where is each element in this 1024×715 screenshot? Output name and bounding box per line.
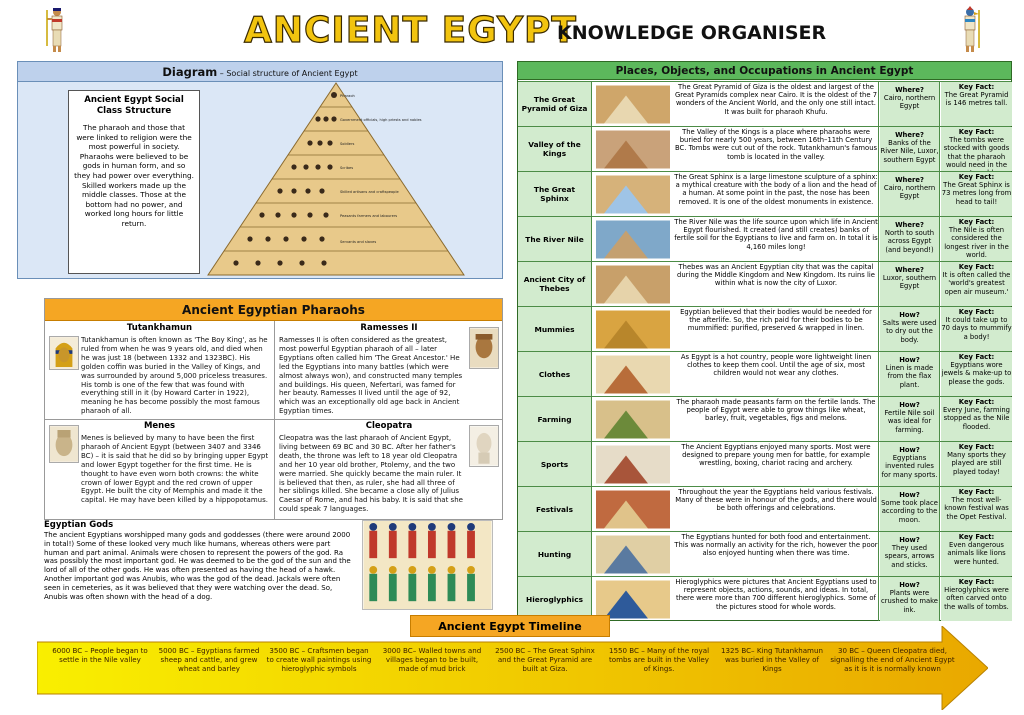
place-description: Egyptian believed that their bodies would be needed for the afterlife. So, the rich paid for their bodies to be mummified: purified, preserved & wrapped in linen. xyxy=(674,307,879,351)
place-question: Where? xyxy=(895,266,924,274)
place-where xyxy=(880,487,940,531)
place-where xyxy=(880,127,940,171)
place-answer: Cairo, northern Egypt xyxy=(883,184,936,201)
place-description: The Valley of the Kings is a place where pharaohs were buried for nearly 500 years, between 16th–11th Century BC. Tombs were cut out of the rock. Tutankhamun's famous tomb is located in the valley. xyxy=(674,127,879,171)
key-fact-text: Hieroglyphics were often carved onto the walls of tombs. xyxy=(944,586,1009,611)
social-structure-text: The pharaoh and those that were linked to religion were the most powerful in society. Pharaohs were believed to be gods in human form, and so they had power over everything. Skilled workers made up the middle classes. Those at the bottom had no power, and worked long hours for little return. xyxy=(74,123,194,228)
pyramid-label: Skilled artisans and craftspeople xyxy=(340,190,399,194)
places-panel xyxy=(517,61,1012,621)
timeline-event: 3000 BC– Walled towns and villages began to be built, made of mud brick xyxy=(382,646,482,673)
places-row xyxy=(518,306,1011,351)
place-question: How? xyxy=(899,356,920,364)
place-description: Hieroglyphics were pictures that Ancient Egyptians used to represent objects, actions, sounds, and ideas. In total, there were more than 700 different hieroglyphics. Some of the pictures stood for whole words. xyxy=(674,577,879,621)
place-key-fact xyxy=(941,82,1012,126)
place-description: Thebes was an Ancient Egyptian city that was the capital during the Middle Kingdom and New Kingdom. Its ruins lie within what is now the city of Luxor. xyxy=(674,262,879,306)
place-name: Mummies xyxy=(518,307,592,351)
key-fact-label: Key Fact: xyxy=(958,398,995,406)
place-description: The River Nile was the life source upon which life in Ancient Egypt flourished. It created (and still creates) banks of fertile soil for the Egyptians to live and farm on. In total it is 4,160 miles long! xyxy=(674,217,879,261)
gods-text: The ancient Egyptians worshipped many gods and goddesses (there were around 2000 in total!) Some of these looked very much like humans, whereas others were part human and part animal. Animals were chosen to represent the powers of the god. Ra was possibly the most important god. He was deemed to be the god of the sun and the lord of all of the other gods. He was often presented as having the head of a hawk. Another important god was Anubis, who was the god of the dead. Jackals were often seen in cemeteries, as it was believed that they were watching over the dead. So, Anubis was often shown with the head of a dog. xyxy=(44,531,351,601)
pharaoh-ramesses xyxy=(277,323,501,418)
place-where xyxy=(880,262,940,306)
timeline-heading: Ancient Egypt Timeline xyxy=(410,615,610,637)
places-row xyxy=(518,486,1011,531)
pharaohs-heading: Ancient Egyptian Pharaohs xyxy=(45,299,502,321)
place-name: The Great Pyramid of Giza xyxy=(518,82,592,126)
social-structure-title: Ancient Egypt Social Class Structure xyxy=(84,95,184,116)
social-structure-box xyxy=(68,90,200,274)
timeline-event: 30 BC – Queen Cleopatra died, signalling the end of Ancient Egypt as it is it is normally known xyxy=(830,646,955,673)
place-answer: Plants were crushed to make ink. xyxy=(881,589,938,614)
farming-photo-icon xyxy=(596,400,670,439)
key-fact-text: The Great Pyramid is 146 metres tall. xyxy=(944,91,1009,108)
hunting-photo-icon xyxy=(596,535,670,574)
place-where xyxy=(880,172,940,216)
pyramid-label: Pharaoh xyxy=(340,94,355,98)
egyptian-gods-icon xyxy=(362,520,493,610)
place-answer: They used spears, arrows and sticks. xyxy=(884,544,935,569)
places-row xyxy=(518,261,1011,306)
place-where xyxy=(880,397,940,441)
key-fact-text: It could take up to 70 days to mummify a body! xyxy=(941,316,1012,341)
key-fact-label: Key Fact: xyxy=(958,353,995,361)
place-name: Valley of the Kings xyxy=(518,127,592,171)
places-row xyxy=(518,171,1011,216)
place-question: How? xyxy=(899,581,920,589)
key-fact-text: Every June, farming stopped as the Nile flooded. xyxy=(943,406,1010,431)
key-fact-text: Many sports they played are still played today! xyxy=(947,451,1006,476)
place-description: As Egypt is a hot country, people wore lightweight linen clothes to keep them cool. Until the age of six, most children would not wear any clothes. xyxy=(674,352,879,396)
place-answer: Cairo, northern Egypt xyxy=(883,94,936,111)
place-answer: Banks of the River Nile, Luxor, southern Egypt xyxy=(880,139,939,164)
cleopatra-bust-icon xyxy=(469,425,499,467)
thebes-photo-icon xyxy=(596,265,670,304)
sports-photo-icon xyxy=(596,445,670,484)
pyramid-photo-icon xyxy=(596,85,670,124)
pharaoh-text: Tutankhamun is often known as 'The Boy King', as he ruled from when he was 9 years old, and died when he was just 18 (between 1332 and 1323BC). His golden coffin was buried in the Valley of Kings, and was surrounded by around 5,000 priceless treasures. His tomb is one of the few that was found with everything still in it (by Howard Carter in 1922), meaning he has become possibly the most famous pharaoh of all. xyxy=(81,336,268,416)
place-name: The Great Sphinx xyxy=(518,172,592,216)
pyramid-label: Government officials, high priests and nobles xyxy=(340,118,422,122)
place-name: Farming xyxy=(518,397,592,441)
key-fact-label: Key Fact: xyxy=(958,218,995,226)
place-description: The Great Pyramid of Giza is the oldest and largest of the Great Pyramids complex near Cairo. It is the oldest of the 7 wonders of the Ancient World, and the only one still intact. It was built for pharaoh Khufu. xyxy=(674,82,879,126)
pyramid-label: Soldiers xyxy=(340,142,355,146)
timeline-event: 1325 BC– King Tutankhamun was buried in the Valley of Kings xyxy=(721,646,823,673)
pyramid-label: Servants and slaves xyxy=(340,240,377,244)
menes-statue-icon xyxy=(49,425,79,463)
place-question: Where? xyxy=(895,131,924,139)
pharaoh-text: Cleopatra was the last pharaoh of Ancient Egypt, living between 69 BC and 30 BC. After her father's death, the throne was left to 18 year old Cleopatra and her 10 year old brother, Ptolemy, and the two were married. She quickly became the main ruler. It is believed that then, as ruler, she had all three of her siblings killed. She became a close ally of Julius Caesar of Rome, and had his baby. It is said that she could speak 7 languages. xyxy=(279,434,463,514)
valley-photo-icon xyxy=(596,130,670,169)
places-heading: Places, Objects, and Occupations in Ancient Egypt xyxy=(518,62,1011,80)
place-name: Hunting xyxy=(518,532,592,576)
key-fact-text: Egyptians wore jewels & make-up to please the gods. xyxy=(941,361,1012,386)
timeline-event: 6000 BC – People began to settle in the Nile valley xyxy=(52,646,148,664)
page-subtitle: KNOWLEDGE ORGANISER xyxy=(557,22,827,44)
place-answer: Salts were used to dry out the body. xyxy=(882,319,937,344)
pharaoh-name: Menes xyxy=(143,421,176,431)
key-fact-text: The tombs were stocked with goods that the pharaoh would need in the xyxy=(943,136,1010,169)
place-key-fact xyxy=(941,352,1012,396)
header xyxy=(0,0,1024,56)
timeline-event: 5000 BC – Egyptians farmed sheep and cattle, and grew wheat and barley xyxy=(158,646,260,673)
egyptian-figure-icon xyxy=(44,6,70,54)
key-fact-label: Key Fact: xyxy=(958,308,995,316)
pharaoh-text: Ramesses II is often considered as the greatest, most powerful Egyptian pharaoh of all – later Egyptians often called him 'The Great Ancestor.' He led the Egyptians into many battles (which were almost always won), and constructed many temples and buildings. His queen, Nefertari, was famed for her beauty. Ramesses II lived until the age of 92, which was an exceptionally old age back in Ancient Egyptian times. xyxy=(279,336,463,416)
place-question: Where? xyxy=(895,221,924,229)
place-name: The River Nile xyxy=(518,217,592,261)
pharaoh-tutankhamun xyxy=(47,323,272,418)
key-fact-label: Key Fact: xyxy=(958,578,995,586)
pharaoh-name: Tutankhamun xyxy=(126,323,193,333)
places-row xyxy=(518,126,1011,171)
place-where xyxy=(880,82,940,126)
places-row xyxy=(518,351,1011,396)
place-answer: Luxor, southern Egypt xyxy=(882,274,937,291)
place-question: How? xyxy=(899,311,920,319)
nile-photo-icon xyxy=(596,220,670,259)
places-row xyxy=(518,81,1011,126)
place-key-fact xyxy=(941,127,1012,171)
key-fact-label: Key Fact: xyxy=(958,533,995,541)
timeline-event: 1550 BC – Many of the royal tombs are built in the Valley of Kings. xyxy=(608,646,710,673)
horus-figure-icon xyxy=(957,6,983,54)
place-question: Where? xyxy=(895,86,924,94)
key-fact-label: Key Fact: xyxy=(958,173,995,181)
key-fact-text: The Nile is often considered the longest river in the world. xyxy=(944,226,1009,259)
key-fact-text: Even dangerous animals like lions were hunted. xyxy=(947,541,1006,566)
place-answer: Egyptians invented rules for many sports. xyxy=(881,454,938,479)
ramesses-statue-icon xyxy=(469,327,499,369)
social-pyramid-diagram xyxy=(206,81,466,277)
pyramid-label: Peasants farmers and labourers xyxy=(340,214,398,218)
place-key-fact xyxy=(941,577,1012,621)
sphinx-photo-icon xyxy=(596,175,670,214)
pharaoh-name: Ramesses II xyxy=(360,323,418,333)
pharaoh-name: Cleopatra xyxy=(365,421,413,431)
key-fact-text: The Great Sphinx is 73 metres long from head to tail! xyxy=(941,181,1012,206)
place-answer: Fertile Nile soil was ideal for farming. xyxy=(884,409,935,434)
place-key-fact xyxy=(941,532,1012,576)
place-question: Where? xyxy=(895,176,924,184)
places-row xyxy=(518,441,1011,486)
hieroglyphics-photo-icon xyxy=(596,580,670,619)
place-description: The pharaoh made peasants farm on the fertile lands. The people of Egypt were able to grow things like wheat, barley, fruit, vegetables, figs and melons. xyxy=(674,397,879,441)
place-description: The Great Sphinx is a large limestone sculpture of a sphinx: a mythical creature with the body of a lion and the head of a human. At some point in the past, the nose has been removed. It is one of the oldest monuments in existence. xyxy=(674,172,879,216)
diagram-heading-sub: – Social structure of Ancient Egypt xyxy=(217,69,358,78)
place-where xyxy=(880,352,940,396)
place-where xyxy=(880,577,940,621)
place-key-fact xyxy=(941,262,1012,306)
diagram-heading xyxy=(18,62,502,82)
place-key-fact xyxy=(941,487,1012,531)
place-description: Throughout the year the Egyptians held various festivals. Many of these were in honour of the gods, and there would be both offerings and celebrations. xyxy=(674,487,879,531)
key-fact-text: It is often called the 'world's greatest open air museum.' xyxy=(942,271,1011,296)
timeline-event: 2500 BC – The Great Sphinx and the Great Pyramid are built at Giza. xyxy=(495,646,595,673)
pyramid-label: Scribes xyxy=(340,166,354,170)
places-row xyxy=(518,396,1011,441)
place-key-fact xyxy=(941,307,1012,351)
pharaoh-cleopatra xyxy=(277,421,501,517)
place-name: Ancient City of Thebes xyxy=(518,262,592,306)
tutankhamun-mask-icon xyxy=(49,336,79,370)
timeline-event: 3500 BC – Craftsmen began to create wall paintings using hieroglyphic symbols xyxy=(266,646,372,673)
pharaoh-divider xyxy=(274,321,275,519)
place-name: Hieroglyphics xyxy=(518,577,592,621)
place-answer: Some took place according to the moon. xyxy=(881,499,938,524)
place-where xyxy=(880,442,940,486)
place-key-fact xyxy=(941,172,1012,216)
place-name: Festivals xyxy=(518,487,592,531)
clothes-photo-icon xyxy=(596,355,670,394)
places-row xyxy=(518,216,1011,261)
place-question: How? xyxy=(899,401,920,409)
diagram-panel xyxy=(17,61,503,279)
mummy-photo-icon xyxy=(596,310,670,349)
place-key-fact xyxy=(941,217,1012,261)
place-where xyxy=(880,307,940,351)
diagram-heading-title: Diagram xyxy=(162,65,218,79)
place-key-fact xyxy=(941,397,1012,441)
key-fact-label: Key Fact: xyxy=(958,488,995,496)
place-name: Sports xyxy=(518,442,592,486)
festivals-photo-icon xyxy=(596,490,670,529)
key-fact-label: Key Fact: xyxy=(958,83,995,91)
places-row xyxy=(518,531,1011,576)
pharaoh-text: Menes is believed by many to have been the first pharaoh of Ancient Egypt (between 3407 and 3346 BC) – it is said that he did so by bringing upper Egypt and lower Egypt together for the first time. He is thought to have even worn both crowns: the white crown of lower Egypt and the red crown of upper Egypt. He built the city of Memphis and made it the capital. He may have been killed by a hippopotamus. xyxy=(81,434,269,505)
place-answer: Linen is made from the flax plant. xyxy=(885,364,934,389)
place-question: How? xyxy=(899,536,920,544)
place-question: How? xyxy=(899,491,920,499)
pharaoh-menes xyxy=(47,421,272,517)
pharaoh-divider xyxy=(45,419,502,420)
place-description: The Ancient Egyptians enjoyed many sports. Most were designed to prepare young men for battle, for example wrestling, boxing, chariot racing and archery. xyxy=(674,442,879,486)
gods-section xyxy=(44,520,503,612)
key-fact-label: Key Fact: xyxy=(958,443,995,451)
page-title: ANCIENT EGYPT xyxy=(244,10,577,51)
place-name: Clothes xyxy=(518,352,592,396)
key-fact-label: Key Fact: xyxy=(958,128,995,136)
place-description: The Egyptians hunted for both food and entertainment. This was normally an activity for the rich, however the poor also enjoyed hunting when there was time. xyxy=(674,532,879,576)
key-fact-label: Key Fact: xyxy=(958,263,995,271)
key-fact-text: The most well-known festival was the Opet Festival. xyxy=(944,496,1009,521)
place-key-fact xyxy=(941,442,1012,486)
pharaohs-panel xyxy=(44,298,503,520)
gods-title: Egyptian Gods xyxy=(44,520,114,530)
place-answer: North to south across Egypt (and beyond!) xyxy=(884,229,935,254)
place-question: How? xyxy=(899,446,920,454)
place-where xyxy=(880,532,940,576)
place-where xyxy=(880,217,940,261)
